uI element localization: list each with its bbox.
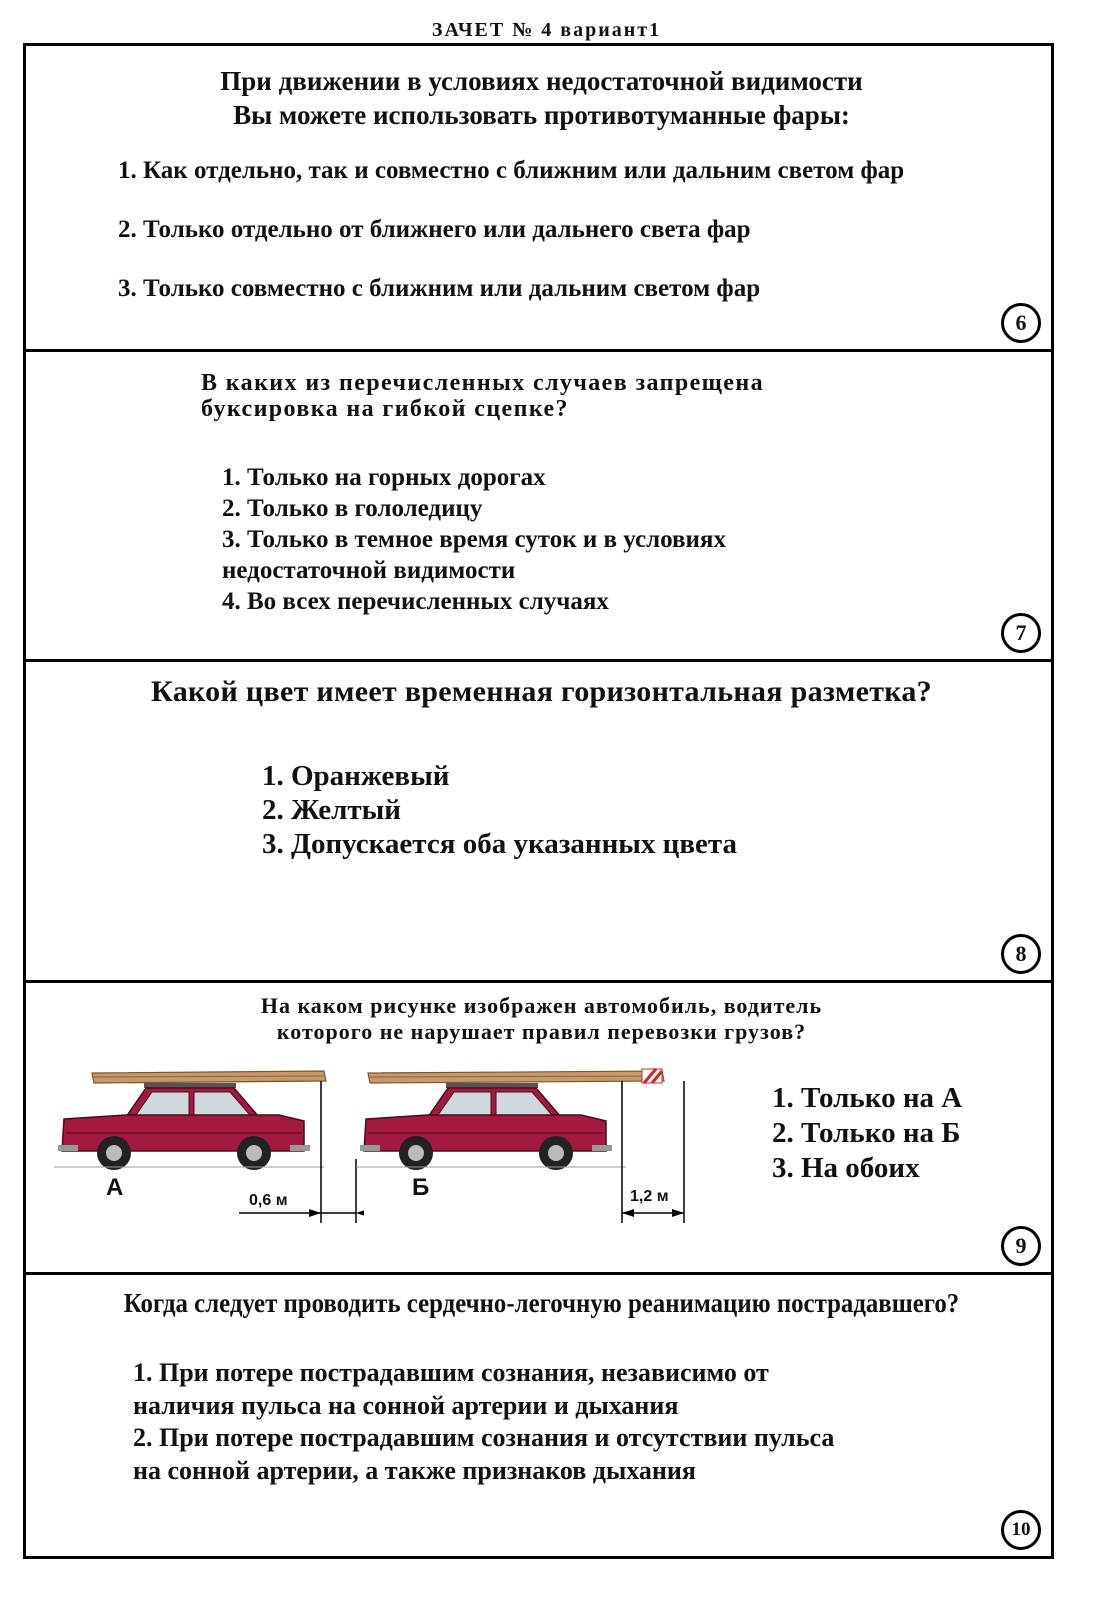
answer-option[interactable]: 3. На обоих [772,1152,920,1184]
figure-b [356,1055,686,1225]
page-title: ЗАЧЕТ № 4 вариант1 [431,19,662,41]
question-text: Когда следует проводить сердечно-легочную реанимацию пострадавшего? [123,1288,960,1318]
answer-list [772,1081,962,1186]
question-number-badge: 9 [1001,1226,1041,1266]
question-number-badge: 10 [1001,1510,1041,1550]
answer-option[interactable]: 2. При потере пострадавшим сознания и отсутствии пульса на сонной артерии, а также признаков дыхания [133,1423,835,1485]
figure-a [54,1055,364,1225]
answer-option[interactable]: 2. Желтый [262,794,401,826]
question-card-9 [23,980,1054,1275]
car-b-icon [360,1069,664,1170]
answer-list [133,1357,834,1487]
question-number-badge: 8 [1001,934,1041,974]
answer-option[interactable]: 1. При потере пострадавшим сознания, независимо от наличия пульса на сонной артерии и дыхания [133,1358,769,1420]
answer-option[interactable]: 1. Только на А [772,1082,963,1114]
answer-option[interactable]: 1. Только на горных дорогах [222,464,546,491]
answer-option[interactable]: 1. Как отдельно, так и совместно с ближним или дальним светом фар [118,157,905,184]
question-card-6 [23,43,1054,352]
answer-option[interactable]: 2. Только в гололедицу [222,495,483,522]
figure-b-measure: 1,2 м [630,1188,669,1205]
answer-option[interactable]: 2. Только на Б [772,1117,961,1149]
question-number-badge: 6 [1001,303,1041,343]
figure-b-label: Б [412,1174,430,1201]
question-text: Какой цвет имеет временная горизонтальная разметка? [151,675,932,708]
answer-list [222,462,726,617]
answer-option[interactable]: 3. Только совместно с ближним или дальним светом фар [118,275,761,302]
answer-option[interactable]: 4. Во всех перечисленных случаях [222,588,609,615]
question-text: При движении в условиях недостаточной видимости Вы можете использовать противотуманные фары: [220,66,863,130]
answer-option[interactable]: 3. Только в темное время суток и в условиях недостаточной видимости [222,526,726,584]
figure-a-measure: 0,6 м [249,1192,288,1209]
answer-option[interactable]: 1. Оранжевый [262,760,450,792]
answer-list [262,759,737,861]
question-text: На каком рисунке изображен автомобиль, водитель которого не нарушает правил перевозки грузов? [260,993,823,1044]
question-card-8 [23,659,1054,983]
answer-list [118,156,904,333]
question-number-badge: 7 [1001,613,1041,653]
question-card-7 [23,349,1054,662]
figure-a-label: А [106,1174,124,1201]
car-a-icon [58,1071,326,1170]
question-card-10 [23,1272,1054,1559]
question-text: В каких из перечисленных случаев запрещена буксировка на гибкой сцепке? [201,370,764,422]
answer-option[interactable]: 3. Допускается оба указанных цвета [262,828,738,860]
answer-option[interactable]: 2. Только отдельно от ближнего или дальнего света фар [118,216,751,243]
